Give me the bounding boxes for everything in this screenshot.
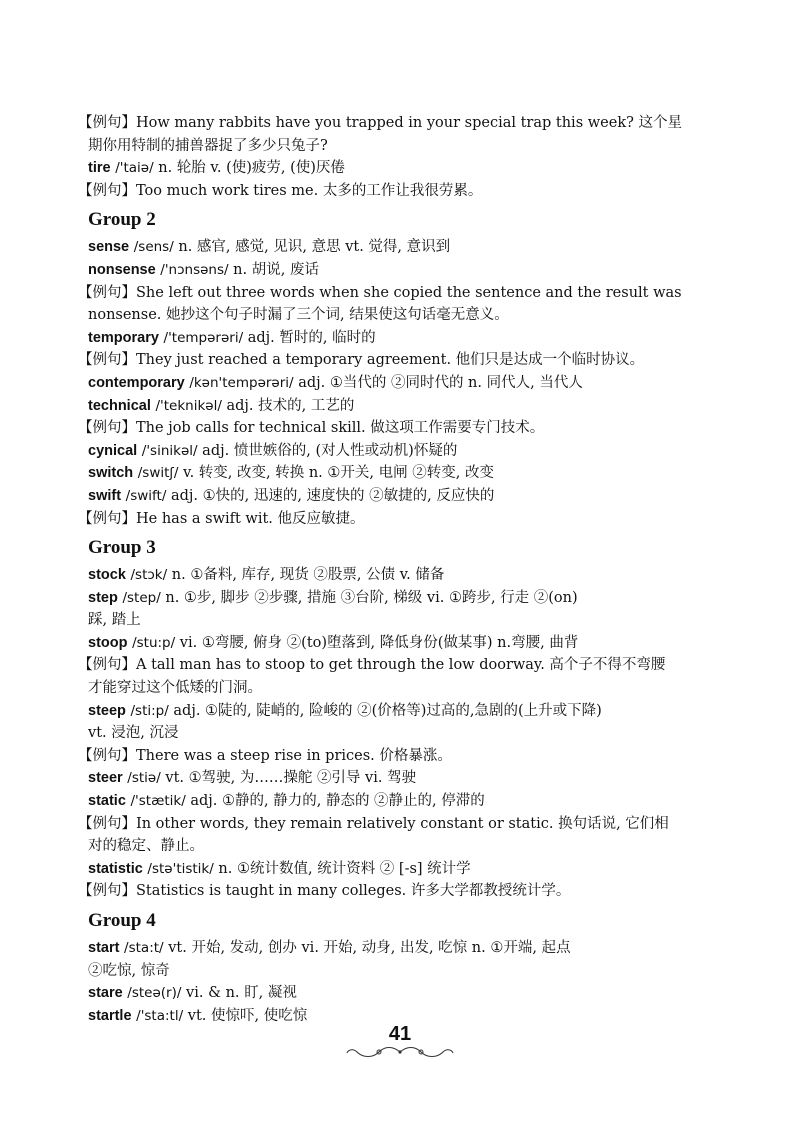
pronunciation: /stə'tistik/ bbox=[147, 860, 214, 877]
headword: stare bbox=[88, 985, 123, 1002]
definition: n. ①备料, 库存, 现货 ②股票, 公债 v. 储备 bbox=[167, 567, 445, 584]
headword: statistic bbox=[88, 860, 143, 877]
continuation-text: 对的稳定、静止。 bbox=[88, 838, 204, 855]
pronunciation: /stu:p/ bbox=[132, 634, 176, 651]
vocab-entry bbox=[88, 564, 710, 587]
page-number: 41 bbox=[388, 1023, 412, 1045]
headword: nonsense bbox=[88, 261, 156, 278]
pronunciation: /'tempərəri/ bbox=[163, 329, 244, 346]
pronunciation: /steə(r)/ bbox=[127, 985, 182, 1002]
example-sentence: 【例句】She left out three words when she copied the sentence and the result was bbox=[78, 284, 682, 301]
pronunciation: /step/ bbox=[122, 589, 161, 606]
definition: vi. & n. 盯, 凝视 bbox=[181, 985, 297, 1002]
continuation-text: nonsense. 她抄这个句子时漏了三个词, 结果使这句话毫无意义。 bbox=[88, 307, 509, 324]
continuation-text: 期你用特制的捕兽器捉了多少只兔子? bbox=[88, 137, 328, 154]
headword: stoop bbox=[88, 634, 128, 651]
headword: start bbox=[88, 940, 120, 956]
pronunciation: /switʃ/ bbox=[137, 465, 179, 482]
group-heading: Group 2 bbox=[88, 209, 156, 231]
vocab-entry bbox=[88, 937, 710, 960]
example-sentence: 【例句】The job calls for technical skill. 做这项工作需要专门技术。 bbox=[78, 420, 545, 437]
headword: steer bbox=[88, 770, 123, 787]
pronunciation: /'taiə/ bbox=[115, 160, 154, 177]
vocab-entry bbox=[88, 440, 710, 463]
vocab-entry bbox=[88, 632, 710, 655]
vocab-entry bbox=[88, 236, 710, 259]
definition: adj. 技术的, 工艺的 bbox=[221, 397, 355, 414]
definition: adj. ①快的, 迅速的, 速度快的 ②敏捷的, 反应快的 bbox=[166, 487, 495, 504]
vocab-entry bbox=[88, 259, 710, 282]
example-sentence: 【例句】In other words, they remain relatively constant or static. 换句话说, 它们相 bbox=[78, 815, 669, 832]
definition: n. ①统计数值, 统计资料 ② [-s] 统计学 bbox=[213, 860, 471, 877]
example-sentence: 【例句】He has a swift wit. 他反应敏捷。 bbox=[78, 510, 365, 527]
vocab-entry bbox=[88, 700, 710, 723]
vocab-entry bbox=[88, 767, 710, 790]
pronunciation: /'nɔnsəns/ bbox=[160, 261, 229, 278]
group-heading: Group 4 bbox=[88, 910, 156, 931]
pronunciation: /stiə/ bbox=[127, 770, 161, 787]
continuation-text: vt. 浸泡, 沉浸 bbox=[88, 725, 179, 742]
definition: adj. 暂时的, 临时的 bbox=[243, 329, 376, 346]
vocab-entry bbox=[88, 858, 710, 881]
pronunciation: /sti:p/ bbox=[130, 702, 169, 719]
headword: technical bbox=[88, 397, 151, 414]
vocab-entry bbox=[88, 790, 710, 813]
example-sentence: 【例句】There was a steep rise in prices. 价格暴涨。 bbox=[78, 747, 452, 764]
headword: steep bbox=[88, 702, 126, 719]
pronunciation: /swift/ bbox=[125, 487, 167, 504]
pronunciation: /'sta:tl/ bbox=[136, 1007, 184, 1024]
headword: stock bbox=[88, 567, 126, 584]
definition: n. 胡说, 废话 bbox=[228, 261, 319, 278]
continuation-text: 才能穿过这个低矮的门洞。 bbox=[88, 680, 262, 697]
pronunciation: /sens/ bbox=[133, 239, 174, 256]
pronunciation: /stɔk/ bbox=[130, 567, 168, 584]
example-sentence: 【例句】How many rabbits have you trapped in your special trap this week? 这个星 bbox=[78, 115, 682, 131]
definition: vi. ①弯腰, 俯身 ②(to)堕落到, 降低身份(做某事) n.弯腰, 曲背 bbox=[175, 634, 579, 651]
example-sentence: 【例句】Too much work tires me. 太多的工作让我很劳累。 bbox=[78, 182, 483, 199]
headword: step bbox=[88, 589, 118, 606]
vocab-entry bbox=[88, 327, 710, 350]
vocab-entry bbox=[88, 587, 710, 610]
example-sentence: 【例句】Statistics is taught in many colleges. 许多大学都教授统计学。 bbox=[78, 883, 571, 900]
page-content bbox=[78, 112, 710, 1027]
headword: swift bbox=[88, 487, 122, 504]
pronunciation: /sta:t/ bbox=[124, 940, 164, 956]
example-sentence: 【例句】A tall man has to stoop to get through the low doorway. 高个子不得不弯腰 bbox=[78, 657, 666, 674]
pronunciation: /'sinikəl/ bbox=[141, 442, 198, 459]
group-heading: Group 3 bbox=[88, 537, 156, 559]
definition: vt. 开始, 发动, 创办 vi. 开始, 动身, 出发, 吃惊 n. ①开端, 起点 bbox=[163, 940, 571, 956]
page-footer bbox=[340, 1023, 460, 1060]
vocab-entry bbox=[88, 157, 710, 180]
definition: adj. 愤世嫉俗的, (对人性或动机)怀疑的 bbox=[197, 442, 458, 459]
definition: adj. ①陡的, 陡峭的, 险峻的 ②(价格等)过高的,急剧的(上升或下降) bbox=[168, 702, 602, 719]
headword: static bbox=[88, 793, 126, 810]
headword: contemporary bbox=[88, 374, 185, 391]
vocab-entry bbox=[88, 395, 710, 418]
pronunciation: /'stætik/ bbox=[130, 793, 186, 810]
pronunciation: /kən'tempərəri/ bbox=[189, 374, 294, 391]
headword: temporary bbox=[88, 329, 159, 346]
headword: startle bbox=[88, 1007, 132, 1024]
vocab-entry bbox=[88, 462, 710, 485]
definition: n. 轮胎 v. (使)疲劳, (使)厌倦 bbox=[153, 160, 345, 177]
example-sentence: 【例句】They just reached a temporary agreement. 他们只是达成一个临时协议。 bbox=[78, 352, 645, 369]
definition: vt. 使惊吓, 使吃惊 bbox=[183, 1007, 308, 1024]
headword: tire bbox=[88, 160, 111, 177]
definition: n. 感官, 感觉, 见识, 意思 vt. 觉得, 意识到 bbox=[173, 239, 451, 256]
continuation-text: 踩, 踏上 bbox=[88, 612, 141, 629]
headword: switch bbox=[88, 465, 134, 482]
definition: vt. ①驾驶, 为……操舵 ②引导 vi. 驾驶 bbox=[160, 770, 417, 787]
vocab-entry bbox=[88, 372, 710, 395]
continuation-text: ②吃惊, 惊奇 bbox=[88, 962, 170, 979]
definition: v. 转变, 改变, 转换 n. ①开关, 电闸 ②转变, 改变 bbox=[178, 465, 494, 482]
vocab-entry bbox=[88, 485, 710, 508]
headword: sense bbox=[88, 239, 130, 256]
decorative-ornament-icon bbox=[345, 1044, 455, 1060]
pronunciation: /'teknikəl/ bbox=[155, 397, 222, 414]
definition: n. ①步, 脚步 ②步骤, 措施 ③台阶, 梯级 vi. ①跨步, 行走 ②(on) bbox=[160, 589, 578, 606]
definition: adj. ①当代的 ②同时代的 n. 同代人, 当代人 bbox=[293, 374, 583, 391]
headword: cynical bbox=[88, 442, 138, 459]
definition: adj. ①静的, 静力的, 静态的 ②静止的, 停滞的 bbox=[185, 793, 485, 810]
vocab-entry bbox=[88, 982, 710, 1005]
